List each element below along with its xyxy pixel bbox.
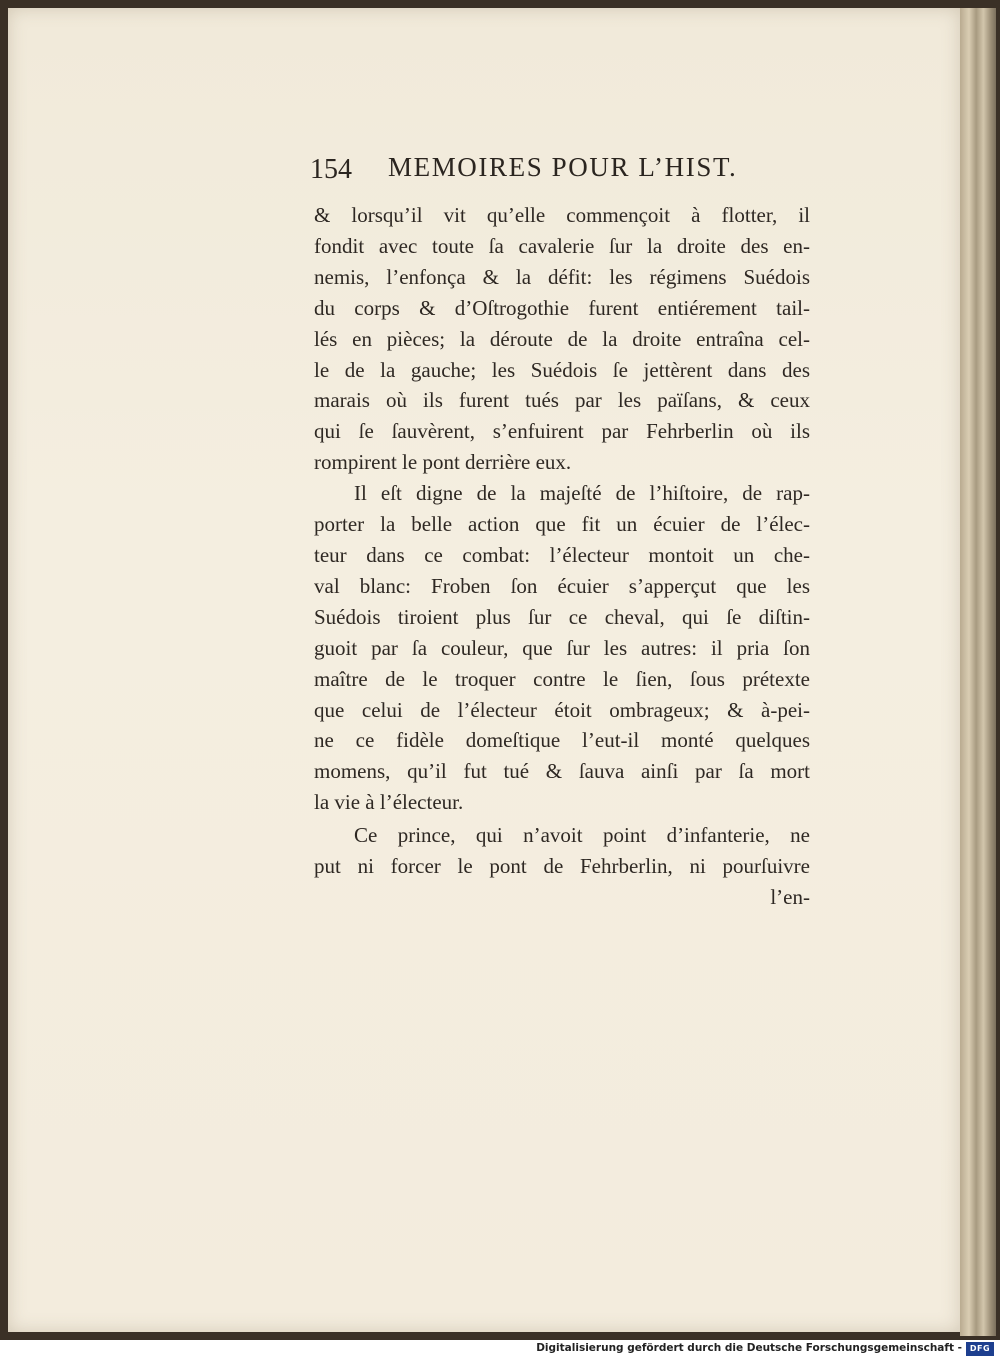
text-line: la vie à l’électeur. <box>314 790 464 815</box>
text-line: Suédois tiroient plus ſur ce cheval, qui ſe diſtin- <box>314 604 810 629</box>
page-header <box>310 150 810 190</box>
text-line: Ce prince, qui n’avoit point d’infanterie, ne <box>354 823 810 848</box>
text-line: rompirent le pont derrière eux. <box>314 450 572 475</box>
text-line: du corps & d’Oſtrogothie furent entiérement tail- <box>314 295 810 320</box>
catchword: l’en- <box>770 884 810 909</box>
text-line: lés en pièces; la déroute de la droite entraîna cel- <box>314 326 810 351</box>
text-line: que celui de l’électeur étoit ombrageux; & à-pei- <box>314 697 810 722</box>
text-line: momens, qu’il fut tué & ſauva ainſi par ſa mort <box>314 759 810 784</box>
text-line: ne ce fidèle domeſtique l’eut-il monté quelques <box>314 728 810 753</box>
digitization-credit: Digitalisierung gefördert durch die Deutsche Forschungsgemeinschaft - <box>536 1342 962 1354</box>
text-line: nemis, l’enfonça & la défit: les régimens Suédois <box>314 264 810 289</box>
text-line: val blanc: Froben ſon écuier s’apperçut que les <box>314 573 810 598</box>
text-line: maître de le troquer contre le ſien, ſous prétexte <box>314 666 810 691</box>
page-number: 154 <box>310 154 352 185</box>
text-line: marais où ils furent tués par les païſans, & ceux <box>314 388 810 413</box>
text-line: Il eſt digne de la majeſté de l’hiſtoire, de rap- <box>354 481 810 506</box>
body-text <box>314 200 810 913</box>
text-line: put ni forcer le pont de Fehrberlin, ni pourſuivre <box>314 854 810 879</box>
text-line: & lorsqu’il vit qu’elle commençoit à flotter, il <box>314 203 810 227</box>
running-head: MEMOIRES POUR L’HIST. <box>388 152 738 182</box>
text-line: fondit avec toute ſa cavalerie ſur la droite des en- <box>314 233 810 258</box>
text-line: le de la gauche; les Suédois ſe jettèrent dans des <box>314 357 810 382</box>
text-line: guoit par ſa couleur, que ſur les autres: il pria ſon <box>314 635 810 660</box>
footer-bar <box>0 1340 1000 1359</box>
text-line: qui ſe ſauvèrent, s’enfuirent par Fehrberlin où ils <box>314 419 810 444</box>
page-edge-stack <box>960 8 996 1336</box>
text-line: porter la belle action que fit un écuier de l’élec- <box>314 512 810 537</box>
dfg-logo: DFG <box>966 1342 994 1356</box>
text-line: teur dans ce combat: l’électeur montoit un che- <box>314 542 810 567</box>
